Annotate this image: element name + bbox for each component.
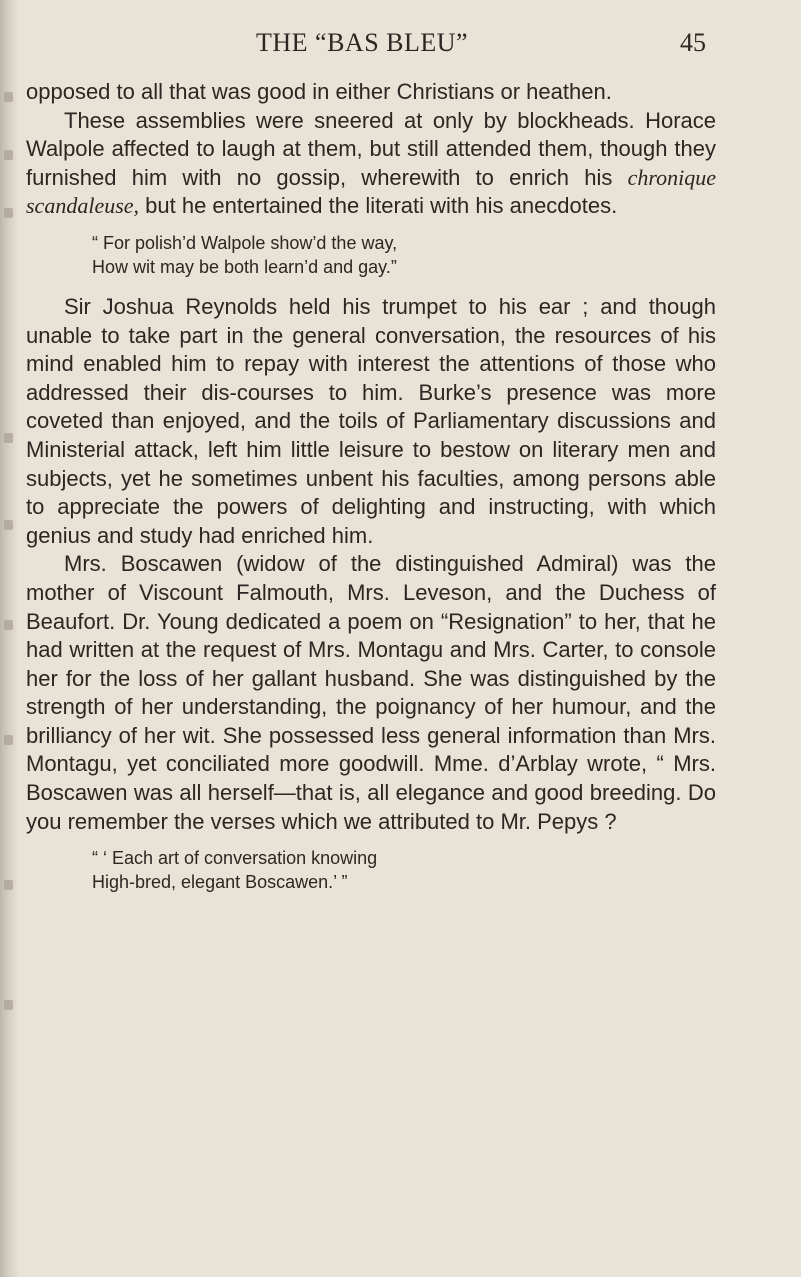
paragraph-boscawen: Mrs. Boscawen (widow of the distinguished Admiral) was the mother of Viscount Falmouth, Mrs. Leveson, and the Duchess of Beaufort. Dr. Young dedicated a poem on “Resignation” to her, that he had written at the request of Mrs. Montagu and Mrs. Carter, to console her for the loss of her gallant husband. She was distinguished by the strength of her understanding, the poignancy of her humour, and the brilliancy of her wit. She possessed less general information than Mrs. Montagu, yet conciliated more goodwill. Mme. d’Arblay wrote, “ Mrs. Boscawen was all herself—that is, all elegance and good breeding. Do you remember the verses which we attributed to Mr. Pepys ? xyxy=(26,551,716,834)
running-head: THE “BAS BLEU” xyxy=(256,28,469,57)
paragraph-walpole-end: but he entertained the literati with his anecdotes. xyxy=(145,193,618,219)
paragraph-walpole xyxy=(26,107,716,221)
verse-quote-walpole xyxy=(26,231,716,279)
body-text xyxy=(26,78,716,894)
gutter-mark xyxy=(4,620,13,630)
gutter-mark xyxy=(4,735,13,745)
paragraph-continuation: opposed to all that was good in either Christians or heathen. xyxy=(26,79,612,104)
gutter-mark xyxy=(4,208,13,218)
gutter-mark xyxy=(4,520,13,530)
gutter-mark xyxy=(4,880,13,890)
verse-line: How wit may be both learn’d and gay.” xyxy=(92,256,397,277)
gutter-mark xyxy=(4,1000,13,1010)
verse-line: High-bred, elegant Boscawen.’ ” xyxy=(92,872,348,893)
verse-line: “ ‘ Each art of conversation knowing xyxy=(92,848,378,869)
gutter-mark xyxy=(4,92,13,102)
gutter-mark xyxy=(4,433,13,443)
paragraph-walpole-text: These assemblies were sneered at only by blockheads. Horace Walpole affected to laugh at them, but still attended them, though they furnished him with no gossip, wherewith to enrich his xyxy=(26,107,716,190)
verse-quote-boscawen xyxy=(26,846,716,894)
page-number: 45 xyxy=(680,28,706,57)
italic-phrase: chronique scandaleuse, xyxy=(26,164,716,219)
paragraph-reynolds-burke: Sir Joshua Reynolds held his trumpet to his ear ; and though unable to take part in the general conversation, the resources of his mind enabled him to repay with interest the attentions of those who addressed their dis-courses to him. Burke’s presence was more coveted than enjoyed, and the toils of Parliamentary discussions and Ministerial attack, left him little leisure to bestow on literary men and subjects, yet he sometimes unbent his faculties, among persons able to appreciate the powers of delighting and instructing, with which genius and study had enriched him. xyxy=(26,293,716,548)
binding-gutter xyxy=(0,0,18,1277)
verse-line: “ For polish’d Walpole show’d the way, xyxy=(92,232,398,253)
gutter-mark xyxy=(4,150,13,160)
